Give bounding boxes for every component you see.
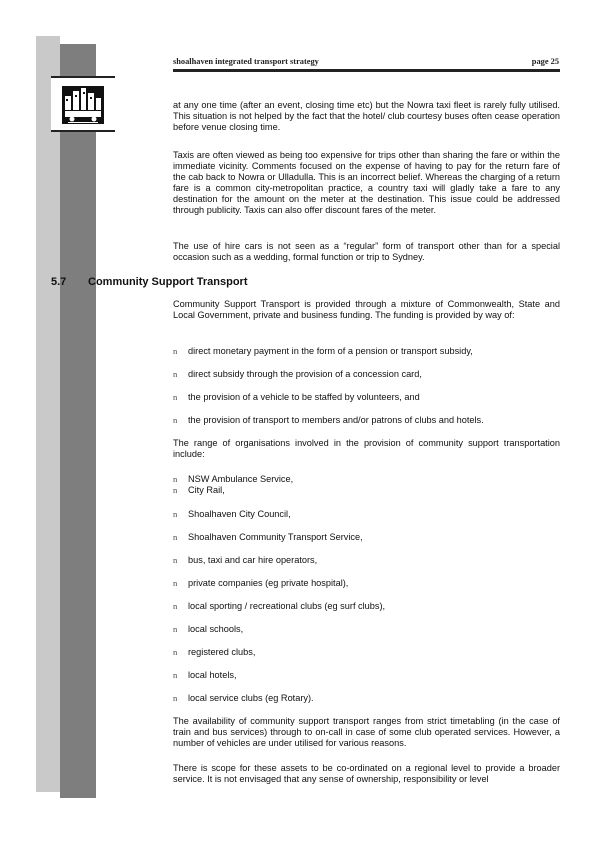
transport-logo-icon xyxy=(62,86,104,124)
paragraph-taxis: Taxis are often viewed as being too expensive for trips other than sharing the fare or within the immediate vicinity. Comments focused on the expense of having to pay for the return fare of the cab back to Nowra or Ulladulla. This is an incorrect belief. Whereas the charging of a return fare is a common city-metropolitan practice, a country taxi will gladly take a fare to any destination for the amount on the meter at the destination. This issue could be addressed through publicity. Taxis can also offer discount fares of the meter. xyxy=(173,150,560,216)
list-item: n local sporting / recreational clubs (eg surf clubs), xyxy=(173,601,386,611)
header-rule xyxy=(173,69,560,72)
paragraph-availability: The availability of community support transport ranges from strict timetabling (in the case of train and bus services) through to on-call in case of some club operated services. However, a number of vehicles are under utilised for various reasons. xyxy=(173,716,560,749)
bullet-marker: n xyxy=(173,532,178,542)
list-item: n private companies (eg private hospital), xyxy=(173,578,349,588)
bullet-marker: n xyxy=(173,601,178,611)
list-item: n City Rail, xyxy=(173,485,225,495)
bullet-marker: n xyxy=(173,555,178,565)
paragraph-intro: Community Support Transport is provided through a mixture of Commonwealth, State and Local Government, private and business funding. The funding is provided by way of: xyxy=(173,299,560,321)
paragraph-coordination: There is scope for these assets to be co-ordinated on a regional level to provide a broader service. It is not envisaged that any sense of ownership, responsibility or level xyxy=(173,763,560,785)
list-item: n direct monetary payment in the form of a pension or transport subsidy, xyxy=(173,346,473,356)
bullet-marker: n xyxy=(173,346,178,356)
section-title: Community Support Transport xyxy=(88,276,248,288)
bullet-marker: n xyxy=(173,509,178,519)
logo-rule-top xyxy=(51,76,115,78)
list-item: n NSW Ambulance Service, xyxy=(173,474,294,484)
bullet-marker: n xyxy=(173,693,178,703)
list-item: n local service clubs (eg Rotary). xyxy=(173,693,314,703)
bullet-marker: n xyxy=(173,578,178,588)
bullet-marker: n xyxy=(173,474,178,484)
paragraph-continued: at any one time (after an event, closing time etc) but the Nowra taxi fleet is rarely fully utilised. This situation is not helped by the fact that the hotel/ club courtesy buses often cease operation before venue closing time. xyxy=(173,100,560,133)
bullet-marker: n xyxy=(173,647,178,657)
bullet-marker: n xyxy=(173,369,178,379)
bullet-marker: n xyxy=(173,624,178,634)
list-item: n the provision of a vehicle to be staffed by volunteers, and xyxy=(173,392,420,402)
paragraph-hire-cars: The use of hire cars is not seen as a “regular” form of transport other than for a special occasion such as a wedding, formal function or trip to Sydney. xyxy=(173,241,560,263)
page-number: page 25 xyxy=(531,57,559,66)
bullet-marker: n xyxy=(173,485,178,495)
margin-bar-light xyxy=(36,36,60,792)
section-number: 5.7 xyxy=(51,276,67,288)
logo-rule-bottom xyxy=(51,130,115,132)
paragraph-organisations: The range of organisations involved in the provision of community support transportation include: xyxy=(173,438,560,460)
header-title: shoalhaven integrated transport strategy xyxy=(173,57,319,66)
list-item: n Shoalhaven City Council, xyxy=(173,509,291,519)
list-item: n the provision of transport to members and/or patrons of clubs and hotels. xyxy=(173,415,484,425)
list-item: n bus, taxi and car hire operators, xyxy=(173,555,318,565)
list-item: n local hotels, xyxy=(173,670,237,680)
list-item: n direct subsidy through the provision of a concession card, xyxy=(173,369,422,379)
bullet-marker: n xyxy=(173,670,178,680)
list-item: n registered clubs, xyxy=(173,647,256,657)
list-item: n Shoalhaven Community Transport Service, xyxy=(173,532,363,542)
bullet-marker: n xyxy=(173,415,178,425)
bullet-marker: n xyxy=(173,392,178,402)
list-item: n local schools, xyxy=(173,624,244,634)
margin-bar-dark xyxy=(60,44,96,798)
